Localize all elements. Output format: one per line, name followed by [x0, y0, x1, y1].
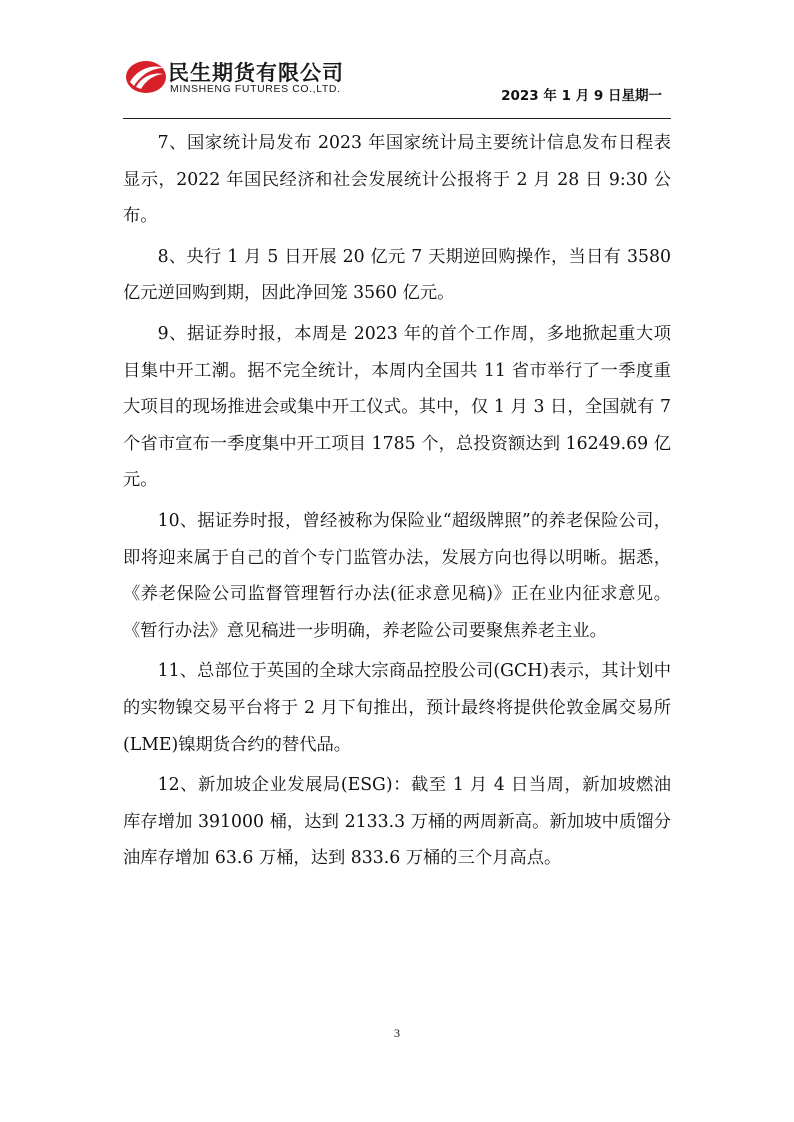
company-logo	[124, 56, 364, 100]
news-item-9: 9、据证券时报，本周是 2023 年的首个工作周，多地掀起重大项目集中开工潮。据不完全统计，本周内全国共 11 省市举行了一季度重大项目的现场推进会或集中开工仪式。其中，仅 1 月 3 日，全国就有 7 个省市宣布一季度集中开工项目 1785 个，总投资额达到 16249.69 亿元。	[123, 323, 671, 491]
news-content	[123, 125, 671, 881]
page-header	[0, 0, 794, 120]
news-item-12: 12、新加坡企业发展局(ESG)：截至 1 月 4 日当周，新加坡燃油库存增加 391000 桶，达到 2133.3 万桶的两周新高。新加坡中质馏分油库存增加 63.6 万桶，达到 833.6 万桶的三个月高点。	[123, 775, 671, 869]
news-item-10: 10、据证券时报，曾经被称为保险业“超级牌照”的养老保险公司，即将迎来属于自己的首个专门监管办法，发展方向也得以明晰。据悉，《养老保险公司监督管理暂行办法(征求意见稿)》正在业内征求意见。《暂行办法》意见稿进一步明确，养老险公司要聚焦养老主业。	[123, 510, 671, 641]
company-name-cn: 民生期货有限公司	[168, 61, 344, 85]
minsheng-logo-icon	[124, 56, 168, 96]
header-divider	[123, 118, 671, 119]
page-number: 3	[394, 1026, 400, 1040]
news-item-11: 11、总部位于英国的全球大宗商品控股公司(GCH)表示，其计划中的实物镍交易平台将于 2 月下旬推出，预计最终将提供伦敦金属交易所(LME)镍期货合约的替代品。	[123, 661, 671, 755]
news-item-7: 7、国家统计局发布 2023 年国家统计局主要统计信息发布日程表显示，2022 年国民经济和社会发展统计公报将于 2 月 28 日 9:30 公布。	[123, 133, 671, 227]
company-name-en: MINSHENG FUTURES CO.,LTD.	[170, 83, 341, 95]
news-item-8: 8、央行 1 月 5 日开展 20 亿元 7 天期逆回购操作，当日有 3580 亿元逆回购到期，因此净回笼 3560 亿元。	[123, 246, 671, 304]
report-date: 2023 年 1 月 9 日星期一	[501, 88, 662, 104]
